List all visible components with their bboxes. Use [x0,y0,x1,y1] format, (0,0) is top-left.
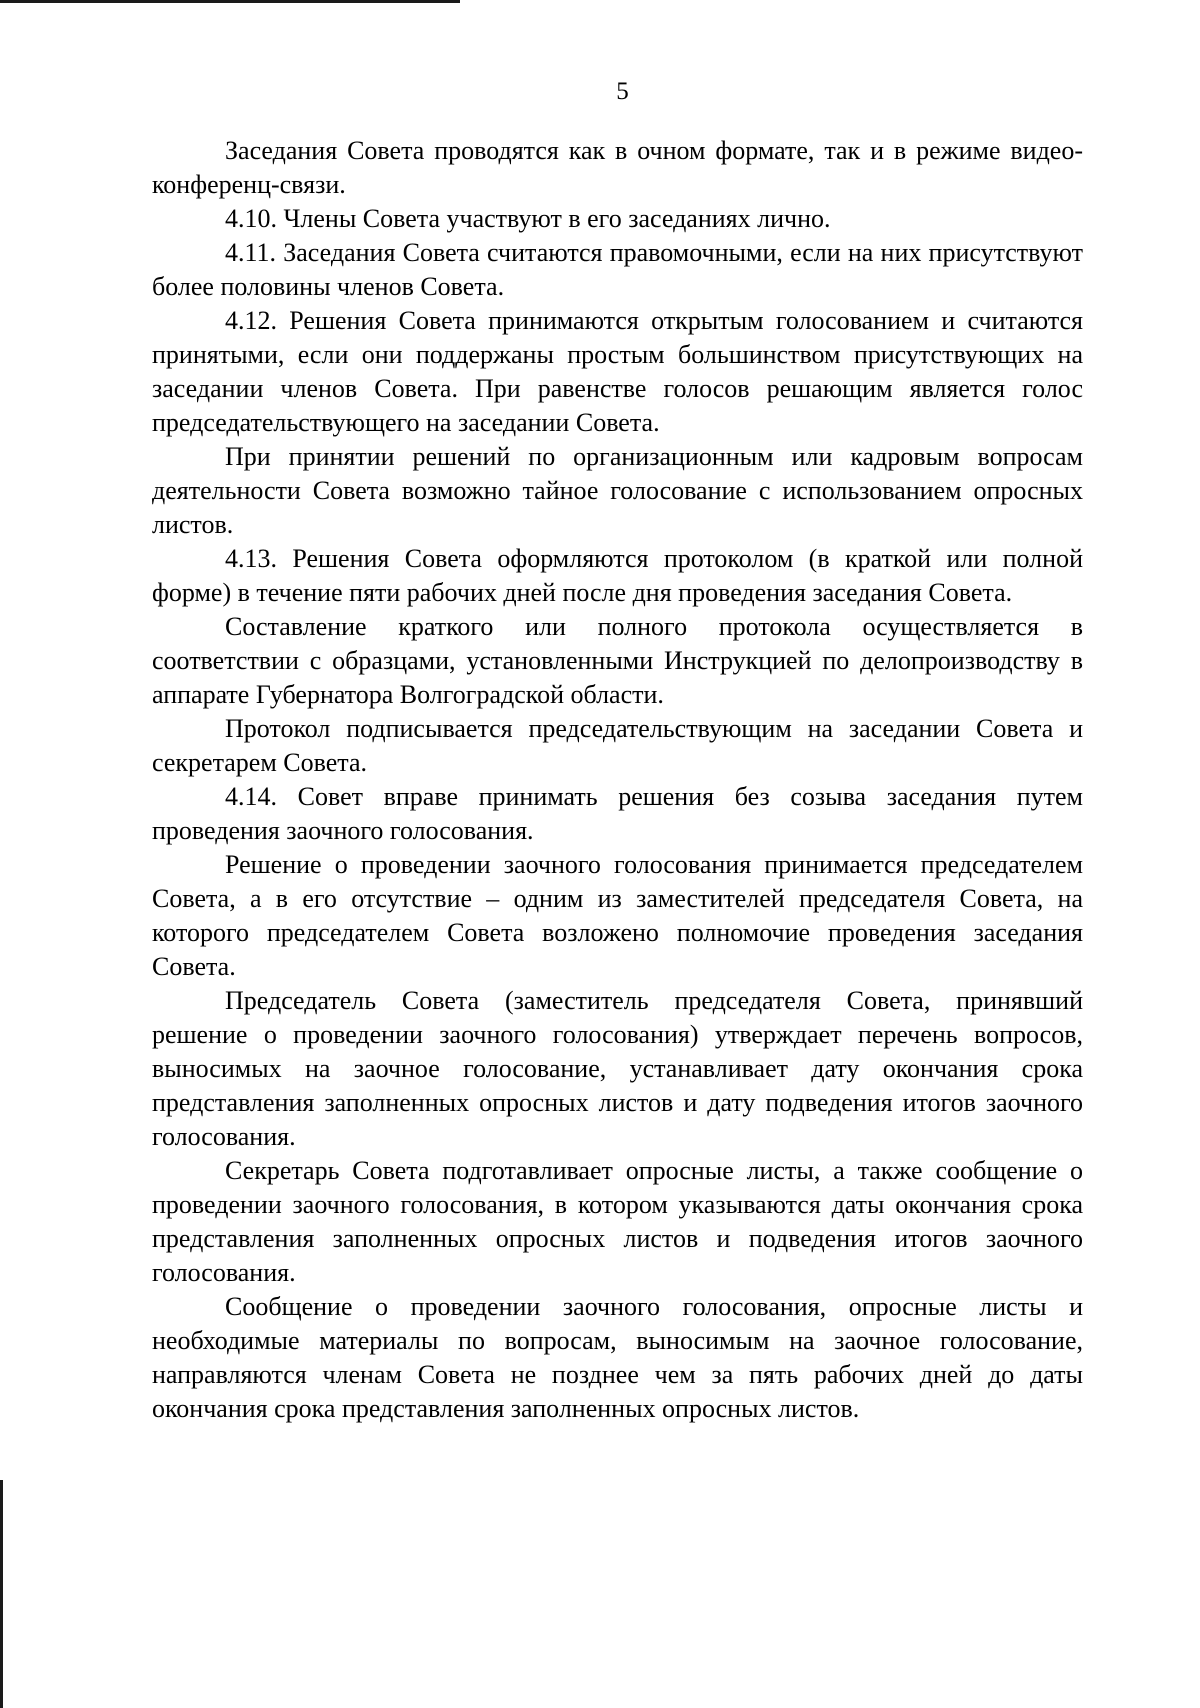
paragraph: 4.13. Решения Совета оформляются протоколом (в краткой или полной форме) в течение пяти рабочих дней после дня проведения заседания Совета. [152,544,1083,607]
scan-edge-left [0,1480,3,1708]
paragraph: Составление краткого или полного протокола осуществляется в соответствии с образцами, установленными Инструкцией по делопроизводству в аппарате Губернатора Волгоградской области. [152,612,1083,709]
paragraph: Протокол подписывается председательствующим на заседании Совета и секретарем Совета. [152,714,1083,777]
paragraph: Секретарь Совета подготавливает опросные листы, а также сообщение о проведении заочного голосования, в котором указываются даты окончания срока представления заполненных опросных листов и подведения итогов заочного голосования. [152,1156,1083,1287]
page-number: 5 [616,78,629,105]
paragraph: 4.14. Совет вправе принимать решения без созыва заседания путем проведения заочного голосования. [152,782,1083,845]
paragraph: 4.12. Решения Совета принимаются открытым голосованием и считаются принятыми, если они поддержаны простым большинством присутствующих на заседании членов Совета. При равенстве голосов решающим является голос председательствующего на заседании Совета. [152,306,1083,437]
document-body [152,134,1083,1426]
scan-edge-top [0,0,460,3]
paragraph: 4.10. Члены Совета участвуют в его заседаниях лично. [225,204,831,233]
paragraph: Председатель Совета (заместитель председателя Совета, принявший решение о проведении заочного голосования) утверждает перечень вопросов, выносимых на заочное голосование, устанавливает дату окончания срока представления заполненных опросных листов и дату подведения итогов заочного голосования. [152,986,1083,1151]
paragraph: При принятии решений по организационным или кадровым вопросам деятельности Совета возможно тайное голосование с использованием опросных листов. [152,442,1083,539]
paragraph: 4.11. Заседания Совета считаются правомочными, если на них присутствуют более половины членов Совета. [152,238,1083,301]
paragraph: Сообщение о проведении заочного голосования, опросные листы и необходимые материалы по вопросам, выносимым на заочное голосование, направляются членам Совета не позднее чем за пять рабочих дней до даты окончания срока представления заполненных опросных листов. [152,1292,1083,1423]
paragraph: Заседания Совета проводятся как в очном формате, так и в режиме видео-конференц-связи. [152,136,1083,199]
paragraph: Решение о проведении заочного голосования принимается председателем Совета, а в его отсутствие – одним из заместителей председателя Совета, на которого председателем Совета возложено полномочие проведения заседания Совета. [152,850,1083,981]
